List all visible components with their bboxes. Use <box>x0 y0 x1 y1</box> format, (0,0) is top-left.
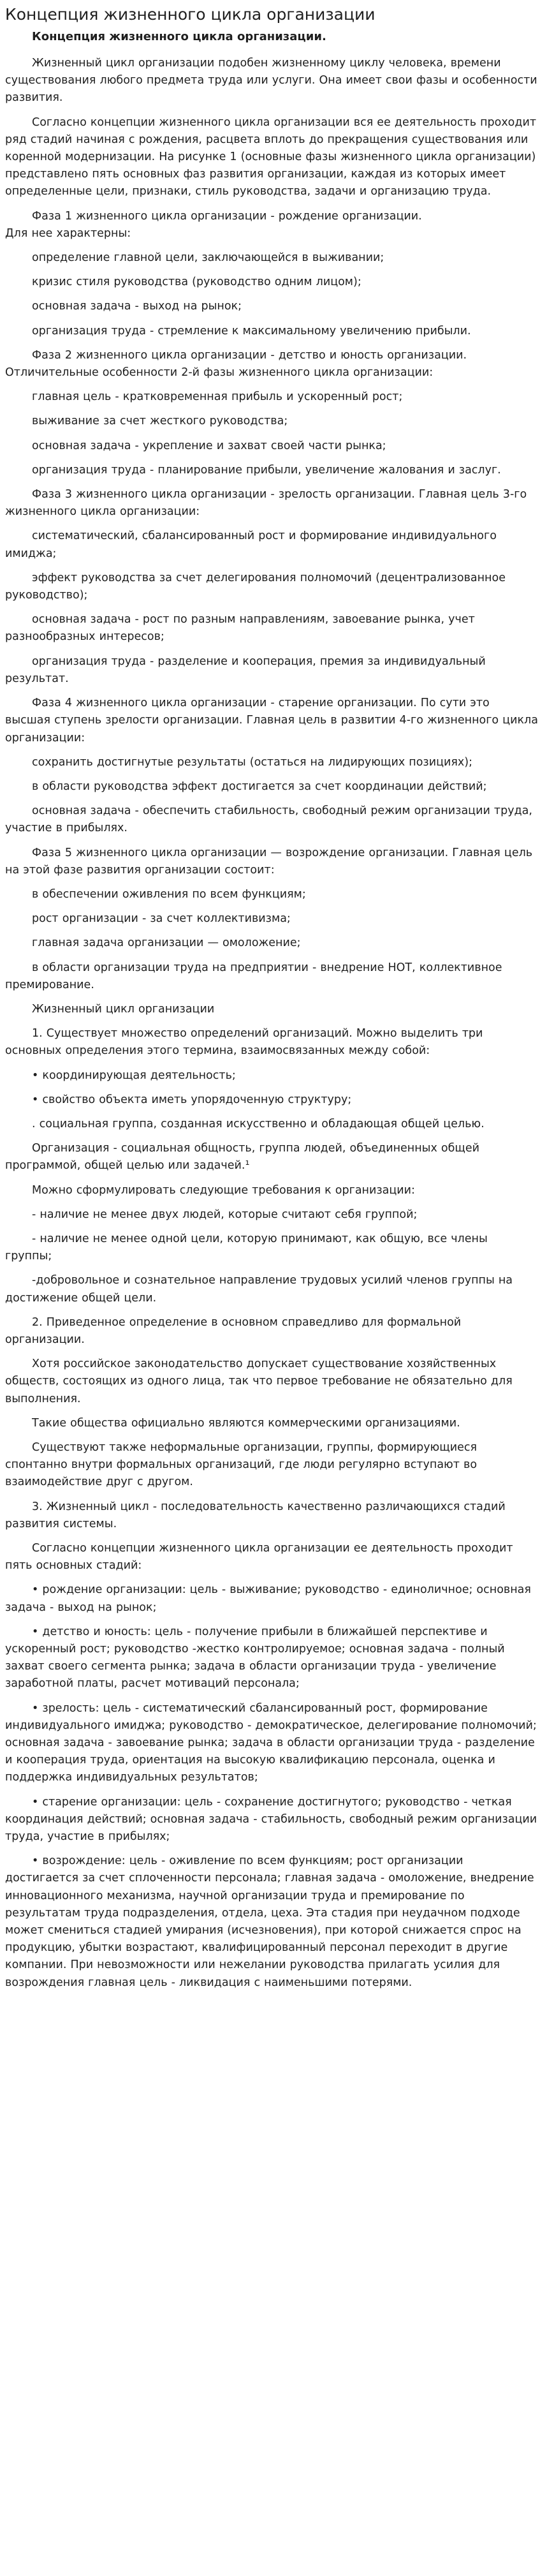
paragraph: в области руководства эффект достигается за счет координации действий; <box>32 780 487 793</box>
paragraph: Для нее характерны: <box>5 226 131 240</box>
paragraph: • координирующая деятельность; <box>32 1069 236 1082</box>
paragraph: Согласно концепции жизненного цикла организации ее деятельность проходит пять основных стадий: <box>5 1542 513 1573</box>
paragraph: основная задача - рост по разным направлениям, завоевание рынка, учет разнообразных интересов; <box>5 613 475 644</box>
paragraph: главная задача организации — омоложение; <box>32 936 301 950</box>
paragraph: 2. Приведенное определение в основном справедливо для формальной организации. <box>5 1315 462 1346</box>
paragraph: в обеспечении оживления по всем функциям; <box>32 887 306 901</box>
document-title: Концепция жизненного цикла организации <box>5 5 376 24</box>
paragraph: Жизненный цикл организации <box>32 1002 215 1016</box>
paragraph: • рождение организации: цель - выживание; руководство - единоличное; основная задача - выход на рынок; <box>5 1583 531 1614</box>
paragraph: основная задача - укрепление и захват своей части рынка; <box>32 439 386 452</box>
paragraph: рост организации - за счет коллективизма; <box>32 912 291 926</box>
paragraph: Фаза 5 жизненного цикла организации — возрождение организации. Главная цель на этой фазе развития организации состоит: <box>5 846 533 877</box>
paragraph: эффект руководства за счет делегирования полномочий (децентрализованное руководство); <box>5 571 506 602</box>
paragraph: 1. Существует множество определений организаций. Можно выделить три основных определения этого термина, взаимосвязанных между собой: <box>5 1027 483 1058</box>
paragraph: сохранить достигнутые результаты (остаться на лидирующих позициях); <box>32 755 473 769</box>
paragraph: • старение организации: цель - сохранение достигнутого; руководство - четкая координация действий; основная задача - стабильность, свободный режим организации труда, участие в прибылях; <box>5 1795 537 1844</box>
paragraph: Существуют также неформальные организации, группы, формирующиеся спонтанно внутри формальных организаций, где люди регулярно вступают во взаимодействие друг с другом. <box>5 1441 478 1489</box>
paragraph: организация труда - планирование прибыли, увеличение жалования и заслуг. <box>32 463 501 477</box>
paragraph: Жизненный цикл организации подобен жизненному циклу человека, времени существования любого предмета труда или услуги. Она имеет свои фазы и особенности развития. <box>5 57 537 105</box>
paragraph: Такие общества официально являются коммерческими организациями. <box>32 1416 460 1430</box>
paragraph: организация труда - разделение и кооперация, премия за индивидуальный результат. <box>5 655 486 685</box>
paragraph: • возрождение: цель - оживление по всем функциям; рост организации достигается за счет сплоченности персонала; главная задача - омоложение, внедрение инновационного механизма, научной организации труда и премирование по результатам труда подразделения, отдела, цеха. Эта стадия при неудачном подходе может смениться стадией умирания (исчезновения), при которой снижается спрос на продукцию, убытки возрастают, квалифицированный персонал переходит в другие компании. При невозможности или нежелании руководства прилагать усилия для возрождения главная цель - ликвидация с наименьшими потерями. <box>5 1854 534 1989</box>
paragraph: 3. Жизненный цикл - последовательность качественно различающихся стадий развития системы. <box>5 1500 506 1530</box>
paragraph: систематический, сбалансированный рост и формирование индивидуального имиджа; <box>5 529 497 560</box>
paragraph: Организация - социальная общность, группа людей, объединенных общей программой, общей целью или задачей.¹ <box>5 1142 480 1173</box>
paragraph: в области организации труда на предприятии - внедрение НОТ, коллективное премирование. <box>5 961 502 991</box>
paragraph: Можно сформулировать следующие требования к организации: <box>32 1183 415 1197</box>
paragraph: . социальная группа, созданная искусственно и обладающая общей целью. <box>32 1117 485 1130</box>
document-subtitle: Концепция жизненного цикла организации. <box>32 30 326 43</box>
paragraph: выживание за счет жесткого руководства; <box>32 415 288 428</box>
paragraph: кризис стиля руководства (руководство одним лицом); <box>32 276 361 289</box>
paragraph: организация труда - стремление к максимальному увеличению прибыли. <box>32 324 471 337</box>
paragraph: главная цель - кратковременная прибыль и ускоренный рост; <box>32 390 403 404</box>
paragraph: основная задача - обеспечить стабильность, свободный режим организации труда, участие в прибылях. <box>5 804 532 835</box>
document-body <box>5 55 538 1992</box>
paragraph: - наличие не менее одной цели, которую принимают, как общую, все члены группы; <box>5 1232 488 1263</box>
paragraph: • детство и юность: цель - получение прибыли в ближайшей перспективе и ускоренный рост; руководство -жестко контролируемое; основная задача - полный захват своего сегмента рынка; задача в области организации труда - увеличение заработной платы, расчет мотиваций персонала; <box>5 1625 505 1691</box>
paragraph: Фаза 2 жизненного цикла организации - детство и юность организации. Отличительные особенности 2-й фазы жизненного цикла организации: <box>5 348 467 380</box>
paragraph: Согласно концепции жизненного цикла организации вся ее деятельность проходит ряд стадий начиная с рождения, расцвета вплоть до прекращения существования или коренной модернизации. На рисунке 1 (основные фазы жизненного цикла организации) представлено пять основных фаз развития организации, каждая из которых имеет определенные цели, признаки, стиль руководства, задачи и организацию труда. <box>5 115 537 198</box>
paragraph: Фаза 3 жизненного цикла организации - зрелость организации. Главная цель 3-го жизненного цикла организации: <box>5 488 527 519</box>
paragraph: • свойство объекта иметь упорядоченную структуру; <box>32 1093 352 1106</box>
paragraph: определение главной цели, заключающейся в выживании; <box>32 251 384 265</box>
paragraph: - наличие не менее двух людей, которые считают себя группой; <box>32 1208 418 1221</box>
paragraph: Фаза 1 жизненного цикла организации - рождение организации. <box>32 209 422 223</box>
paragraph: Хотя российское законодательство допускает существование хозяйственных обществ, состоящих из одного лица, так что первое требование не обязательно для выполнения. <box>5 1358 513 1405</box>
paragraph: Фаза 4 жизненного цикла организации - старение организации. По сути это высшая ступень зрелости организации. Главная цель в развитии 4-го жизненного цикла организации: <box>5 697 538 744</box>
paragraph: • зрелость: цель - систематический сбалансированный рост, формирование индивидуального имиджа; руководство - демократическое, делегирование полномочий; основная задача - завоевание рынка; задача в области организации труда - разделение и кооперация труда, ориентация на высокую квалификацию персонала, оценка и поддержка индивидуальных результатов; <box>5 1701 537 1784</box>
paragraph: -добровольное и сознательное направление трудовых усилий членов группы на достижение общей цели. <box>5 1274 513 1305</box>
paragraph: основная задача - выход на рынок; <box>32 300 242 313</box>
